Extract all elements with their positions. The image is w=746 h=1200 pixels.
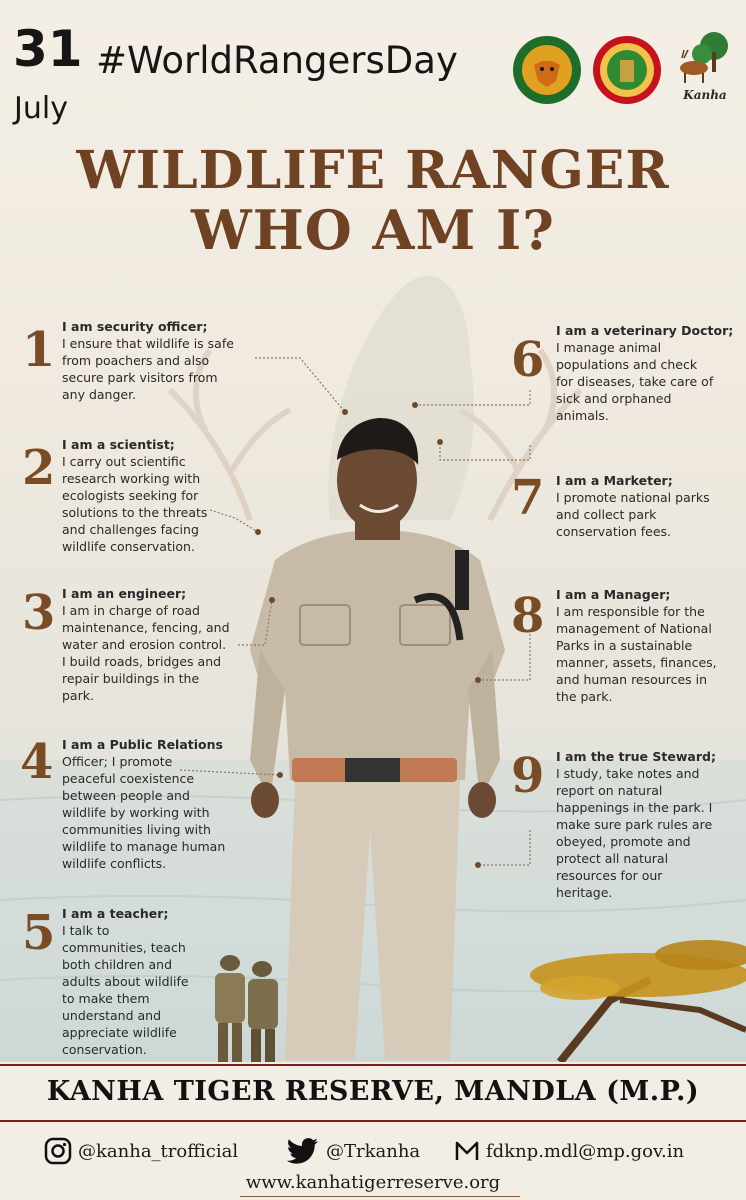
role-line: I manage animal — [556, 340, 662, 355]
title-line-2: WHO AM I? — [191, 198, 555, 262]
role-line: solutions to the threats — [62, 505, 208, 520]
role-number: 2 — [22, 440, 56, 496]
role-true-steward — [511, 748, 716, 901]
role-line: I am responsible for the — [556, 604, 705, 619]
role-line: I am in charge of road — [62, 603, 200, 618]
date-day: 31 — [13, 20, 83, 78]
role-line: appreciate wildlife — [62, 1025, 177, 1040]
role-line: sick and orphaned — [556, 391, 672, 406]
role-line: any danger. — [62, 387, 137, 402]
role-number: 9 — [511, 748, 545, 804]
website-link[interactable]: www.kanhatigerreserve.org — [245, 1172, 501, 1193]
role-line: conservation fees. — [556, 524, 672, 539]
role-public-relations — [20, 734, 226, 872]
role-line: and challenges facing — [62, 522, 199, 537]
role-line: obeyed, promote and — [556, 834, 691, 849]
footer-top-divider — [0, 1064, 746, 1066]
role-heading: I am a veterinary Doctor; — [556, 323, 734, 338]
role-line: management of National — [556, 621, 712, 636]
role-heading: I am a Manager; — [556, 587, 671, 602]
role-line: wildlife conservation. — [62, 539, 195, 554]
role-number: 6 — [511, 332, 545, 388]
instagram-handle-text: @kanha_trofficial — [78, 1140, 239, 1162]
role-line: wildlife conflicts. — [62, 856, 167, 871]
role-number: 7 — [511, 470, 545, 526]
role-line: I ensure that wildlife is safe — [62, 336, 234, 351]
footer-mid-divider — [0, 1120, 746, 1122]
mp-forest-department-emblem-icon — [592, 35, 662, 105]
role-line: animals. — [556, 408, 609, 423]
role-line: to make them — [62, 991, 150, 1006]
role-heading: I am a Marketer; — [556, 473, 673, 488]
role-line: resources for our — [556, 868, 663, 883]
role-heading: I am a teacher; — [62, 906, 169, 921]
role-line: park. — [62, 688, 94, 703]
role-manager — [511, 586, 717, 705]
role-line: secure park visitors from — [62, 370, 218, 385]
role-line: understand and — [62, 1008, 162, 1023]
rangers-patrol-illustration — [190, 945, 310, 1065]
role-heading: I am a Public Relations — [62, 737, 223, 752]
role-line: repair buildings in the — [62, 671, 200, 686]
role-line: populations and check — [556, 357, 698, 372]
instagram-icon — [44, 1137, 72, 1165]
role-line: I build roads, bridges and — [62, 654, 222, 669]
role-line: peaceful coexistence — [62, 771, 195, 786]
role-line: I talk to — [62, 923, 110, 938]
kanha-deer-logo-icon — [672, 28, 736, 90]
role-heading: I am security officer; — [62, 319, 208, 334]
role-line: heritage. — [556, 885, 613, 900]
role-number: 1 — [22, 322, 56, 378]
role-line: I study, take notes and — [556, 766, 700, 781]
role-line: I promote national parks — [556, 490, 710, 505]
role-number: 3 — [22, 585, 56, 641]
role-number: 8 — [511, 588, 545, 644]
role-line: protect all natural — [556, 851, 669, 866]
role-line: adults about wildlife — [62, 974, 189, 989]
role-heading: I am the true Steward; — [556, 749, 716, 764]
role-line: water and erosion control. — [62, 637, 227, 652]
email-icon — [454, 1139, 480, 1163]
role-line: ecologists seeking for — [62, 488, 199, 503]
role-teacher — [22, 905, 189, 1058]
title-line-1: WILDLIFE RANGER — [76, 140, 670, 201]
role-line: conservation. — [62, 1042, 147, 1057]
role-number: 4 — [20, 734, 54, 790]
role-heading: I am a scientist; — [62, 437, 175, 452]
role-marketer — [511, 470, 710, 540]
role-veterinary-doctor — [511, 322, 734, 424]
role-number: 5 — [22, 905, 56, 961]
role-line: from poachers and also — [62, 353, 210, 368]
role-line: between people and — [62, 788, 190, 803]
role-line: and human resources in — [556, 672, 708, 687]
role-line: Parks in a sustainable — [556, 638, 693, 653]
role-line: I carry out scientific — [62, 454, 186, 469]
role-line: Officer; I promote — [62, 754, 173, 769]
role-scientist — [22, 436, 208, 555]
role-line: for diseases, take care of — [556, 374, 714, 389]
role-line: communities, teach — [62, 940, 186, 955]
email-contact[interactable] — [454, 1136, 684, 1166]
role-line: happenings in the park. I — [556, 800, 713, 815]
role-engineer — [22, 585, 230, 704]
role-line: communities living with — [62, 822, 211, 837]
role-line: both children and — [62, 957, 173, 972]
role-heading: I am an engineer; — [62, 586, 187, 601]
twitter-icon — [286, 1137, 320, 1165]
twitter-handle-text: @Trkanha — [326, 1140, 421, 1162]
kanha-logo-label: Kanha — [683, 88, 727, 102]
role-line: research working with — [62, 471, 201, 486]
tiger-foundation-logo-icon — [512, 35, 582, 105]
role-line: and collect park — [556, 507, 657, 522]
instagram-handle[interactable] — [44, 1136, 238, 1166]
role-line: the park. — [556, 689, 613, 704]
role-security-officer — [22, 318, 234, 403]
role-line: make sure park rules are — [556, 817, 713, 832]
hashtag: #WorldRangersDay — [96, 39, 458, 82]
date-month: July — [14, 91, 68, 126]
role-line: wildlife to manage human — [62, 839, 226, 854]
role-line: maintenance, fencing, and — [62, 620, 230, 635]
role-line: manner, assets, finances, — [556, 655, 717, 670]
email-text: fdknp.mdl@mp.gov.in — [486, 1140, 685, 1162]
role-line: report on natural — [556, 783, 663, 798]
role-line: wildlife by working with — [62, 805, 210, 820]
footer-bottom-divider — [240, 1196, 520, 1197]
twitter-handle[interactable] — [286, 1136, 420, 1166]
footer-title: KANHA TIGER RESERVE, MANDLA (M.P.) — [46, 1076, 700, 1107]
